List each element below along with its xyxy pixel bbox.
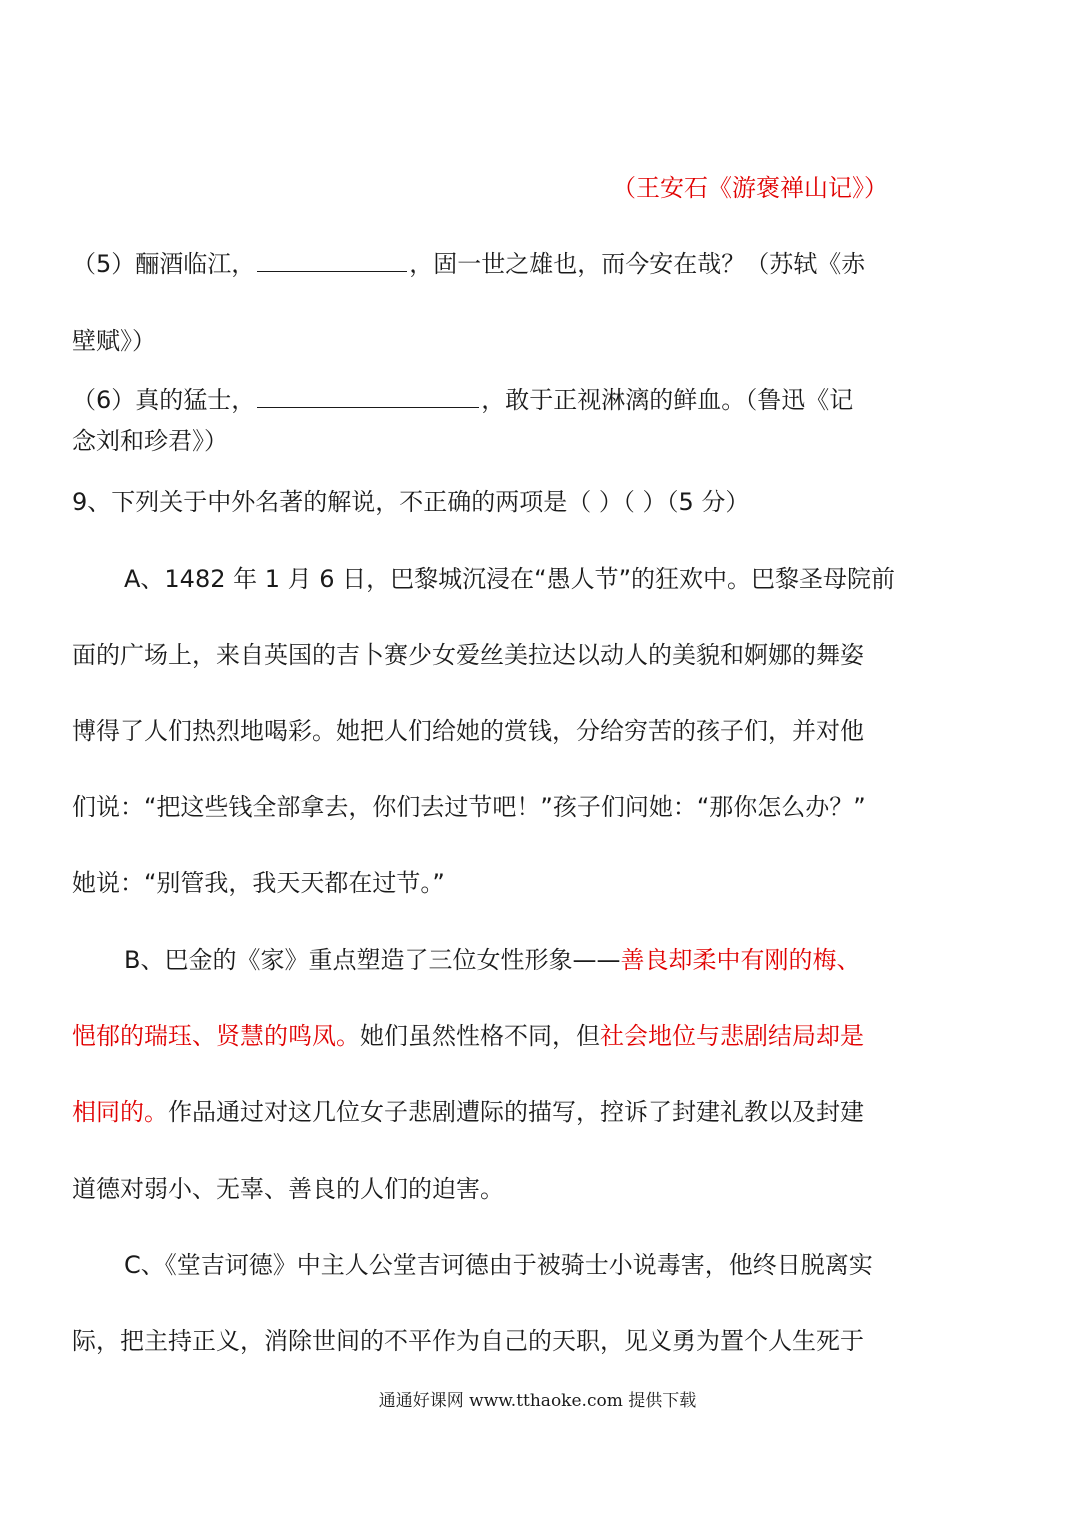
question-6-continuation: 念刘和珍君》） bbox=[72, 427, 228, 455]
option-b-highlight: 善良却柔中有刚的梅、 bbox=[620, 946, 861, 974]
question-5-suffix: ，固一世之雄也，而今安在哉？（苏轼《赤 bbox=[409, 250, 866, 278]
option-a-line-2: 面的广场上，来自英国的吉卜赛少女爱丝美拉达以动人的美貌和婀娜的舞姿 bbox=[72, 641, 864, 669]
option-b-text: 作品通过对这几位女子悲剧遭际的描写，控诉了封建礼教以及封建 bbox=[168, 1098, 864, 1126]
question-5-line bbox=[72, 248, 912, 280]
option-b-text: 她们虽然性格不同，但 bbox=[360, 1022, 600, 1050]
page-footer: 通通好课网 www.tthaoke.com 提供下载 bbox=[378, 1391, 697, 1411]
option-a-line-1: A、1482 年 1 月 6 日，巴黎城沉浸在“愚人节”的狂欢中。巴黎圣母院前 bbox=[124, 565, 896, 593]
option-b-line-3 bbox=[72, 1096, 912, 1128]
question-5-prefix: （5）酾酒临江， bbox=[72, 250, 256, 278]
source-reference: （王安石《游褒禅山记》） bbox=[612, 174, 888, 202]
answer-blank-6[interactable] bbox=[257, 385, 479, 408]
option-b-line-4: 道德对弱小、无辜、善良的人们的迫害。 bbox=[72, 1175, 504, 1203]
option-b-highlight: 社会地位与悲剧结局却是 bbox=[600, 1022, 864, 1050]
option-a-line-4: 们说：“把这些钱全部拿去，你们去过节吧！”孩子们问她：“那你怎么办？” bbox=[72, 793, 866, 821]
option-c-line-2: 际，把主持正义，消除世间的不平作为自己的天职，见义勇为置个人生死于 bbox=[72, 1327, 864, 1355]
option-b-line-2 bbox=[72, 1020, 912, 1052]
option-a-line-3: 博得了人们热烈地喝彩。她把人们给她的赏钱，分给穷苦的孩子们，并对他 bbox=[72, 717, 864, 745]
option-c-line-1: C、《堂吉诃德》中主人公堂吉诃德由于被骑士小说毒害，他终日脱离实 bbox=[124, 1251, 873, 1279]
question-5-continuation: 壁赋》） bbox=[72, 327, 156, 355]
option-b-highlight: 相同的。 bbox=[72, 1098, 168, 1126]
answer-blank-5[interactable] bbox=[257, 249, 407, 272]
question-6-line bbox=[72, 384, 912, 416]
question-6-suffix: ，敢于正视淋漓的鲜血。（鲁迅《记 bbox=[481, 386, 854, 414]
option-b-text: B、巴金的《家》重点塑造了三位女性形象—— bbox=[124, 946, 621, 974]
question-6-prefix: （6）真的猛士， bbox=[72, 386, 256, 414]
option-b-highlight: 悒郁的瑞珏、贤慧的鸣凤。 bbox=[72, 1022, 360, 1050]
question-9-stem: 9、下列关于中外名著的解说，不正确的两项是（ ）（ ）（5 分） bbox=[72, 488, 750, 516]
option-a-line-5: 她说：“别管我，我天天都在过节。” bbox=[72, 869, 445, 897]
option-b-line-1 bbox=[124, 944, 914, 976]
